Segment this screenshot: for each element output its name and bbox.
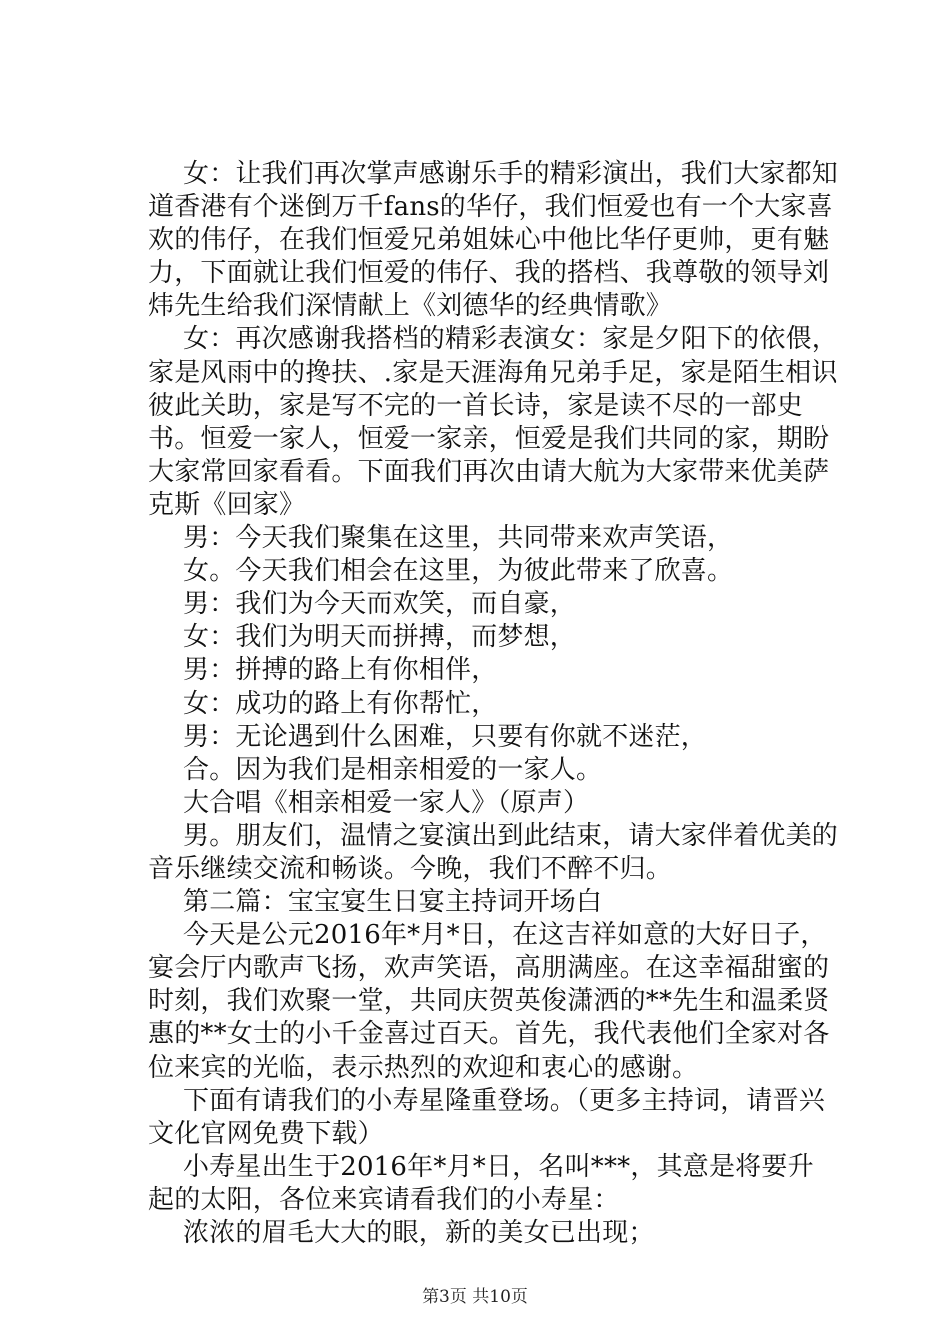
paragraph: 男：我们为今天而欢笑，而自豪， — [183, 589, 577, 620]
paragraph: 浓浓的眉毛大大的眼，新的美女已出现； — [183, 1218, 655, 1248]
paragraph: 男：拼搏的路上有你相伴， — [183, 655, 498, 686]
paragraph: 男。朋友们，温情之宴演出到此结束，请大家伴着优美的音乐继续交流和畅谈。今晚，我们不醉不归。 — [148, 820, 839, 884]
paragraph: 女：再次感谢我搭档的精彩表演女：家是夕阳下的依偎，家是风雨中的搀扶、.家是天涯海角兄弟手足，家是陌生相识彼此关助，家是写不完的一首长诗，家是读不尽的一部史书。恒爱一家人，恒爱一家亲，恒爱是我们共同的家，期盼大家常回家看看。下面我们再次由请大航为大家带来优美萨克斯《回家》 — [148, 324, 839, 520]
section-heading: 第二篇：宝宝宴生日宴主持词开场白 — [183, 887, 603, 918]
page-number-footer: 第3页 共10页 — [422, 1287, 528, 1307]
paragraph: 男：无论遇到什么困难，只要有你就不迷茫， — [183, 721, 708, 752]
paragraph: 女：成功的路上有你帮忙， — [183, 688, 498, 719]
paragraph: 大合唱《相亲相爱一家人》（原声） — [183, 787, 590, 818]
paragraph: 女：让我们再次掌声感谢乐手的精彩演出，我们大家都知道香港有个迷倒万千fans的华仔，我们恒爱也有一个大家喜欢的伟仔，在我们恒爱兄弟姐妹心中他比华仔更帅，更有魅力，下面就让我们恒爱的伟仔、我的搭档、我尊敬的领导刘炜先生给我们深情献上《刘德华的经典情歌》 — [148, 159, 839, 322]
document-body — [148, 158, 838, 1250]
paragraph: 女：我们为明天而拼搏，而梦想， — [183, 622, 577, 653]
paragraph: 男：今天我们聚集在这里，共同带来欢声笑语， — [183, 523, 734, 554]
paragraph: 下面有请我们的小寿星隆重登场。（更多主持词，请晋兴文化官网免费下载） — [148, 1085, 826, 1149]
paragraph: 今天是公元2016年*月*日，在这吉祥如意的大好日子，宴会厅内歌声飞扬，欢声笑语，高朋满座。在这幸福甜蜜的时刻，我们欢聚一堂，共同庆贺英俊潇洒的**先生和温柔贤惠的**女士的小千金喜过百天。首先，我代表他们全家对各位来宾的光临，表示热烈的欢迎和衷心的感谢。 — [148, 920, 830, 1083]
paragraph: 合。因为我们是相亲相爱的一家人。 — [183, 754, 603, 785]
paragraph: 小寿星出生于2016年*月*日，名叫***，其意是将要升起的太阳，各位来宾请看我们的小寿星： — [148, 1151, 814, 1215]
paragraph: 女。今天我们相会在这里，为彼此带来了欣喜。 — [183, 556, 734, 587]
